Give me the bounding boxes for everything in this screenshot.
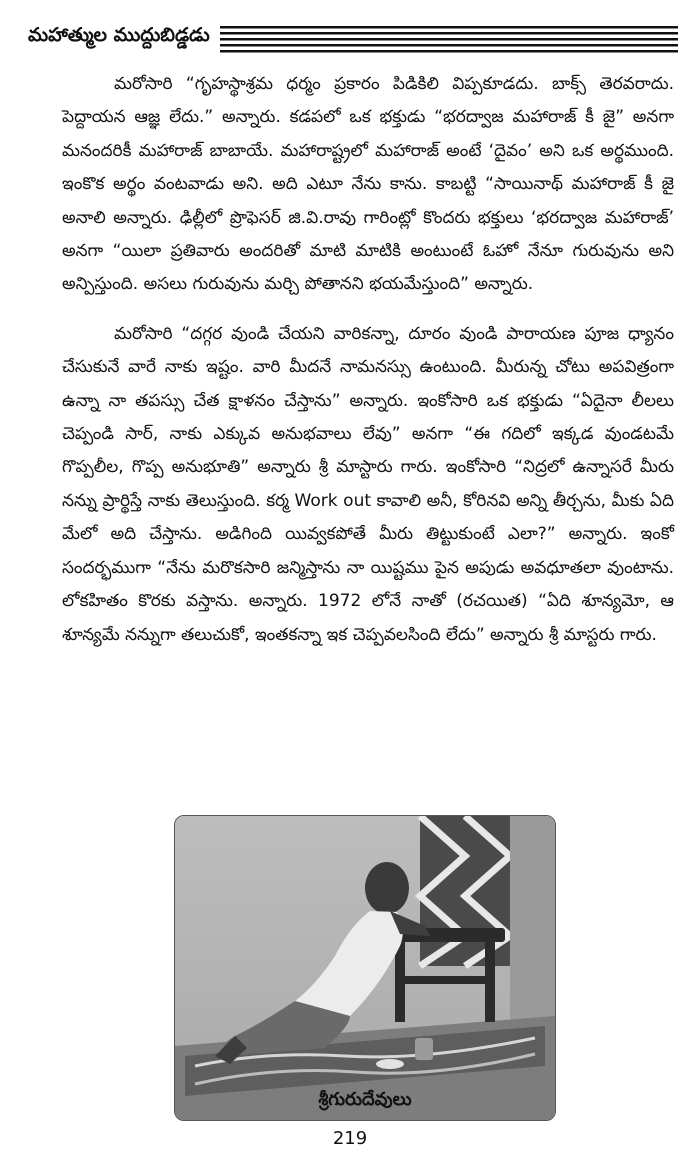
page-number: 219 <box>332 1128 368 1149</box>
paragraph: మరోసారి “గృహస్థాశ్రమ ధర్మం ప్రకారం పిడికిలి విప్పకూడదు. బాక్స్ తెరవరాదు. పెద్దాయన ఆజ్ఞ లేదు.” అన్నారు. కడపలో ఒక భక్తుడు “భరద్వాజ మహారాజ్ కీ జై” అనగా మనందరికీ మహారాజ్ బాబాయే. మహారాష్ట్రలో మహారాజ్ అంటే ‘దైవం’ అని ఒక అర్థముంది. ఇంకొక అర్థం వంటవాడు అని. అది ఎటూ నేను కాను. కాబట్టి “సాయినాథ్ మహారాజ్ కీ జై అనాలి అన్నారు. ఢిల్లీలో ప్రొఫెసర్ జి.వి.రావు గారింట్లో కొందరు భక్తులు ‘భరద్వాజ మహారాజ్’ అనగా “యిలా ప్రతివారు అందరితో మాటి మాటికి అంటుంటే ఓహో నేనూ గురువును అని అన్పిస్తుంది. అసలు గురువును మర్చి పోతానని భయమేస్తుంది” అన్నారు. <box>62 74 674 295</box>
book-title: మహాత్ముల ముద్దుబిడ్డడు <box>28 24 210 46</box>
header-rule-lines <box>220 26 678 56</box>
photo-illustration <box>175 816 555 1120</box>
photo-caption: శ్రీగురుదేవులు <box>318 1089 412 1110</box>
running-header <box>28 22 678 56</box>
paragraph: మరోసారి “దగ్గర వుండి చేయని వారికన్నా, దూరం వుండి పారాయణ పూజ ధ్యానం చేసుకునే వారే నాకు ఇష్టం. వారి మీదనే నామనస్సు ఉంటుంది. మీరున్న చోటు అపవిత్రంగా ఉన్నా నా తపస్సు చేత క్షాళనం చేస్తాను” అన్నారు. ఇంకోసారి ఒక భక్తుడు “ఏదైనా లీలలు చెప్పండి సార్, నాకు ఎక్కువ అనుభవాలు లేవు” అనగా “ఈ గదిలో ఇక్కడ వుండటమే గొప్పలీల, గొప్ప అనుభూతి” అన్నారు శ్రీ మాస్టారు గారు. ఇంకోసారి “నిద్రలో ఉన్నాసరే మీరు నన్ను ప్రార్థిస్తే నాకు తెలుస్తుంది. కర్మ Work out కావాలి అనీ, కోరినవి అన్ని తీర్చను, మీకు ఏది మేలో అది చేస్తాను. అడిగింది యివ్వకపోతే మీరు తిట్టుకుంటే ఎలా?” అన్నారు. ఇంకో సందర్భముగా “నేను మరొకసారి జన్మిస్తాను నా యిష్టము పైన అపుడు అవధూతలా వుంటాను. లోకహితం కొరకు వస్తాను. అన్నారు. 1972 లోనే నాతో (రచయిత) “ఏది శూన్యమో, ఆ శూన్యమే నన్నుగా తలుచుకో, ఇంతకన్నా ఇక చెప్పవలసింది లేదు” అన్నారు శ్రీ మాస్టరు గారు. <box>62 323 674 645</box>
body-text <box>62 68 674 652</box>
photograph <box>174 815 556 1121</box>
